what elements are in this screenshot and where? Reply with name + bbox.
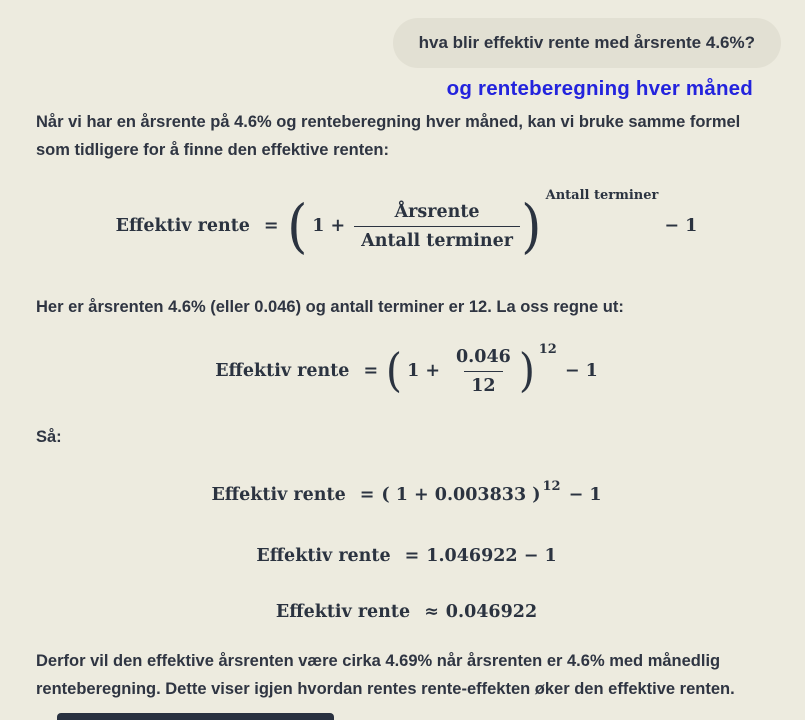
user-message-bubble bbox=[393, 18, 781, 68]
formula-lhs: Effektiv rente bbox=[215, 361, 350, 381]
formula-lhs: Effektiv rente bbox=[211, 485, 346, 505]
assistant-response bbox=[24, 108, 781, 703]
formula-prefix: 1 + bbox=[312, 216, 346, 236]
formula-suffix: − 1 bbox=[568, 485, 602, 505]
fraction bbox=[449, 347, 518, 396]
equals-sign: = bbox=[359, 485, 375, 505]
paragraph-conclusion: Derfor vil den effektive årsrenten være cirka 4.69% når årsrenten er 4.6% med månedlig renteberegning. Dette viser igjen hvordan rentes rente-effekten øker den effektive renten. bbox=[36, 652, 735, 698]
equals-sign: = bbox=[263, 216, 279, 236]
fraction-denominator: 12 bbox=[464, 371, 502, 396]
fraction bbox=[354, 202, 520, 251]
formula-suffix: − 1 bbox=[564, 361, 598, 381]
formula-suffix: − 1 bbox=[664, 216, 698, 236]
fraction-numerator: 0.046 bbox=[456, 346, 511, 367]
approx-sign: ≈ bbox=[424, 601, 439, 622]
formula-lhs: Effektiv rente bbox=[115, 216, 250, 236]
formula-body: 0.046922 bbox=[445, 601, 538, 622]
formula-step2 bbox=[36, 542, 777, 569]
close-paren: ) bbox=[521, 191, 542, 260]
open-paren: ( bbox=[286, 191, 308, 260]
equals-sign: = bbox=[363, 361, 379, 381]
close-paren: ) bbox=[518, 343, 535, 398]
formula-numeric bbox=[36, 342, 777, 400]
formula-exponent: Antall terminer bbox=[545, 188, 659, 203]
formula-lhs: Effektiv rente bbox=[256, 545, 391, 566]
fraction-numerator: Årsrente bbox=[394, 201, 480, 222]
user-followup-text: og renteberegning hver måned bbox=[446, 77, 753, 100]
formula-prefix: 1 + bbox=[407, 361, 440, 381]
partial-dark-bar bbox=[57, 713, 334, 720]
formula-body: 1.046922 − 1 bbox=[426, 545, 557, 566]
paragraph-values: Her er årsrenten 4.6% (eller 0.046) og antall terminer er 12. La oss regne ut: bbox=[36, 298, 624, 316]
formula-result bbox=[36, 598, 777, 625]
user-message-text: hva blir effektiv rente med årsrente 4.6%? bbox=[418, 33, 755, 52]
formula-exponent: 12 bbox=[538, 342, 557, 357]
formula-lhs: Effektiv rente bbox=[275, 601, 411, 622]
fraction-denominator: Antall terminer bbox=[354, 226, 520, 251]
paragraph-so: Så: bbox=[36, 428, 62, 446]
formula-general bbox=[36, 190, 777, 262]
formula-body: ( 1 + 0.003833 ) bbox=[381, 485, 541, 505]
paragraph-intro: Når vi har en årsrente på 4.6% og renteberegning hver måned, kan vi bruke samme formel som tidligere for å finne den effektive renten: bbox=[36, 113, 741, 159]
formula-exponent: 12 bbox=[542, 478, 561, 494]
open-paren: ( bbox=[386, 343, 403, 398]
equals-sign: = bbox=[404, 545, 420, 566]
formula-step1 bbox=[36, 479, 777, 511]
user-message-row bbox=[24, 18, 781, 68]
